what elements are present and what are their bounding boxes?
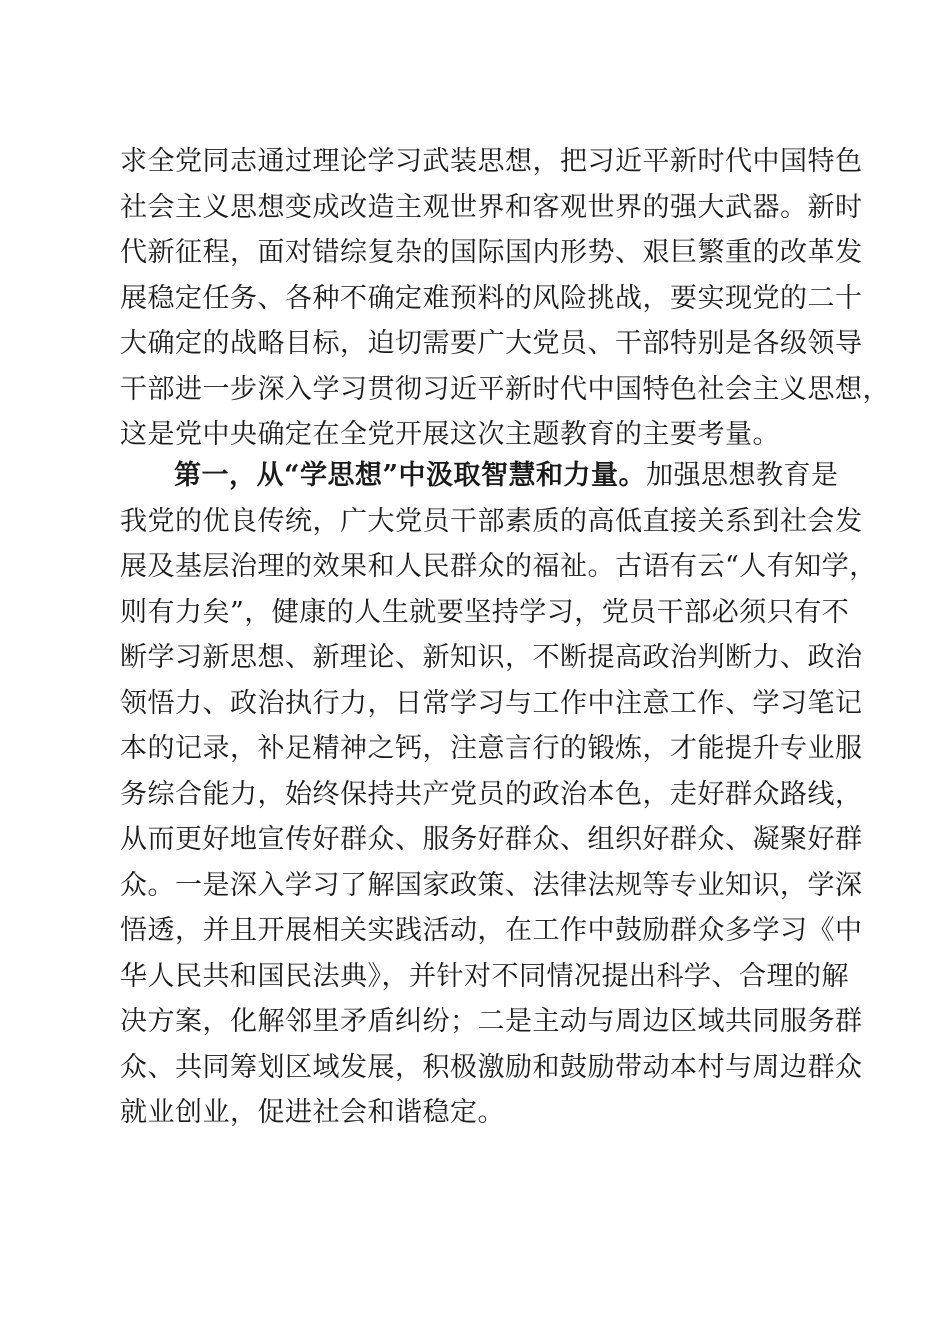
text-line: 众、共同筹划区域发展，积极激励和鼓励带动本村与周边群众	[120, 1051, 863, 1083]
paragraph-first-line	[120, 453, 839, 499]
text-line: 这是党中央确定在全党开展这次主题教育的主要考量。	[120, 419, 780, 450]
text-line: 展稳定任务、各种不确定难预料的风险挑战，要实现党的二十	[120, 282, 863, 314]
paragraph-2	[120, 453, 877, 1136]
section-heading: 第一，从“学思想”中汲取智慧和力量。	[174, 460, 647, 491]
text-line: 求全党同志通过理论学习武装思想，把习近平新时代中国特色	[120, 146, 863, 177]
text-line: 决方案，化解邻里矛盾纠纷；二是主动与周边区域共同服务群	[120, 1006, 863, 1037]
text-line: 从而更好地宣传好群众、服务好群众、组织好群众、凝聚好群	[120, 824, 863, 855]
text-line: 众。一是深入学习了解国家政策、法律法规等专业知识，学深	[120, 869, 863, 901]
text-line: 务综合能力，始终保持共产党员的政治本色，走好群众路线，	[120, 778, 863, 810]
text-line: 本的记录，补足精神之钙，注意言行的锻炼，才能提升专业服	[120, 733, 863, 764]
text-line: 社会主义思想变成改造主观世界和客观世界的强大武器。新时	[120, 191, 863, 223]
text-line: 华人民共和国民法典》，并针对不同情况提出科学、合理的解	[120, 960, 849, 992]
text-line: 展及基层治理的效果和人民群众的福祉。古语有云“人有知学，	[120, 551, 877, 582]
text-run: 加强思想教育是	[646, 460, 839, 491]
text-line: 断学习新思想、新理论、新知识，不断提高政治判断力、政治	[120, 642, 863, 673]
text-line: 领悟力、政治执行力，日常学习与工作中注意工作、学习笔记	[120, 687, 863, 719]
paragraph-1	[120, 139, 890, 458]
text-line: 则有力矣”，健康的人生就要坚持学习，党员干部必须只有不	[120, 596, 850, 628]
text-line: 我党的优良传统，广大党员干部素质的高低直接关系到社会发	[120, 505, 863, 537]
text-line: 悟透，并且开展相关实践活动，在工作中鼓励群众多学习《中	[120, 915, 863, 946]
text-line: 代新征程，面对错综复杂的国际国内形势、艰巨繁重的改革发	[120, 237, 863, 268]
text-line: 就业创业，促进社会和谐稳定。	[120, 1097, 505, 1128]
text-line: 干部进一步深入学习贯彻习近平新时代中国特色社会主义思想，	[120, 373, 890, 405]
text-line: 大确定的战略目标，迫切需要广大党员、干部特别是各级领导	[120, 328, 863, 359]
